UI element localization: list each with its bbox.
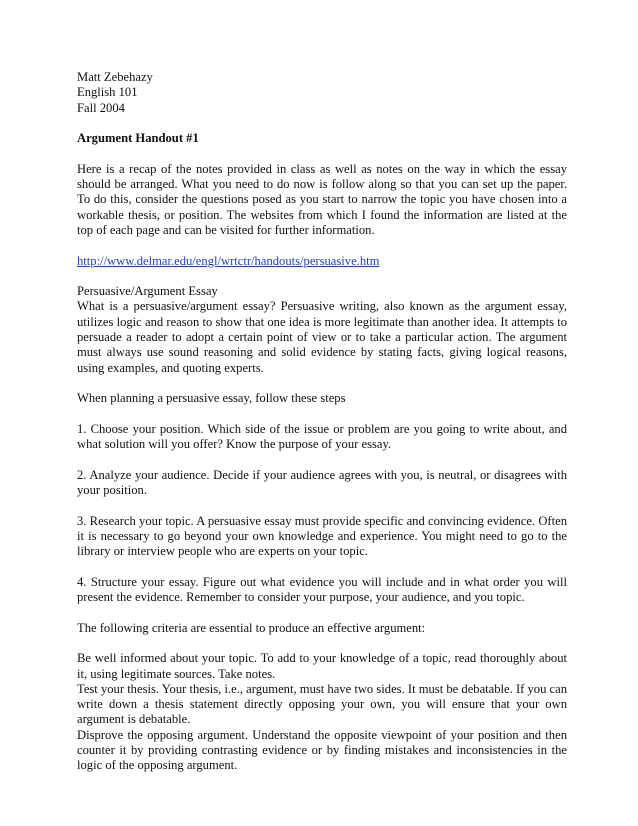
spacer — [77, 498, 567, 513]
spacer — [77, 116, 567, 131]
step-4: 4. Structure your essay. Figure out what evidence you will include and in what order you will present the evidence. Remember to consider your purpose, your audience, and you topic. — [77, 574, 567, 605]
spacer — [77, 452, 567, 467]
document-page — [77, 70, 567, 774]
spacer — [77, 560, 567, 575]
spacer — [77, 269, 567, 284]
course-name: English 101 — [77, 85, 138, 100]
author-name: Matt Zebehazy — [77, 70, 153, 84]
step-2: 2. Analyze your audience. Decide if your audience agrees with you, is neutral, or disagrees with your position. — [77, 467, 567, 498]
steps-intro: When planning a persuasive essay, follow these steps — [77, 391, 346, 406]
spacer — [77, 376, 567, 391]
step-3: 3. Research your topic. A persuasive essay must provide specific and convincing evidence. Often it is necessary to go beyond your own knowledge and experience. You might need to go to the library or interview people who are experts on your topic. — [77, 513, 567, 559]
spacer — [77, 605, 567, 620]
source-link[interactable]: http://www.delmar.edu/engl/wrtctr/handouts/persuasive.htm — [77, 253, 380, 268]
intro-paragraph: Here is a recap of the notes provided in class as well as notes on the way in which the essay should be arranged. What you need to do now is follow along so that you can set up the paper. To do this, consider the questions posed as you start to narrow the topic you have chosen into a workable thesis, or position. The websites from which I found the information are listed at the top of each page and can be visited for further information. — [77, 161, 567, 237]
spacer — [77, 636, 567, 651]
criterion-test-thesis: Test your thesis. Your thesis, i.e., argument, must have two sides. It must be debatable. If you can write down a thesis statement directly opposing your own, you will ensure that your own argument is debatable. — [77, 681, 567, 727]
section-heading: Persuasive/Argument Essay — [77, 284, 218, 299]
spacer — [77, 146, 567, 161]
spacer — [77, 407, 567, 422]
document-title: Argument Handout #1 — [77, 131, 199, 146]
spacer — [77, 238, 567, 253]
criteria-intro: The following criteria are essential to produce an effective argument: — [77, 620, 426, 635]
step-1: 1. Choose your position. Which side of the issue or problem are you going to write about, and what solution will you offer? Know the purpose of your essay. — [77, 421, 567, 452]
definition-paragraph: What is a persuasive/argument essay? Persuasive writing, also known as the argument essay, utilizes logic and reason to show that one idea is more legitimate than another idea. It attempts to persuade a reader to adopt a certain point of view or to take a particular action. The argument must always use sound reasoning and solid evidence by stating facts, giving logical reasons, using examples, and quoting experts. — [77, 299, 567, 375]
criterion-informed: Be well informed about your topic. To add to your knowledge of a topic, read thoroughly about it, using legitimate sources. Take notes. — [77, 651, 567, 681]
term: Fall 2004 — [77, 100, 125, 115]
criterion-disprove: Disprove the opposing argument. Understand the opposite viewpoint of your position and then counter it by providing contrasting evidence or by finding mistakes and inconsistencies in the logic of the opposing argument. — [77, 727, 567, 773]
